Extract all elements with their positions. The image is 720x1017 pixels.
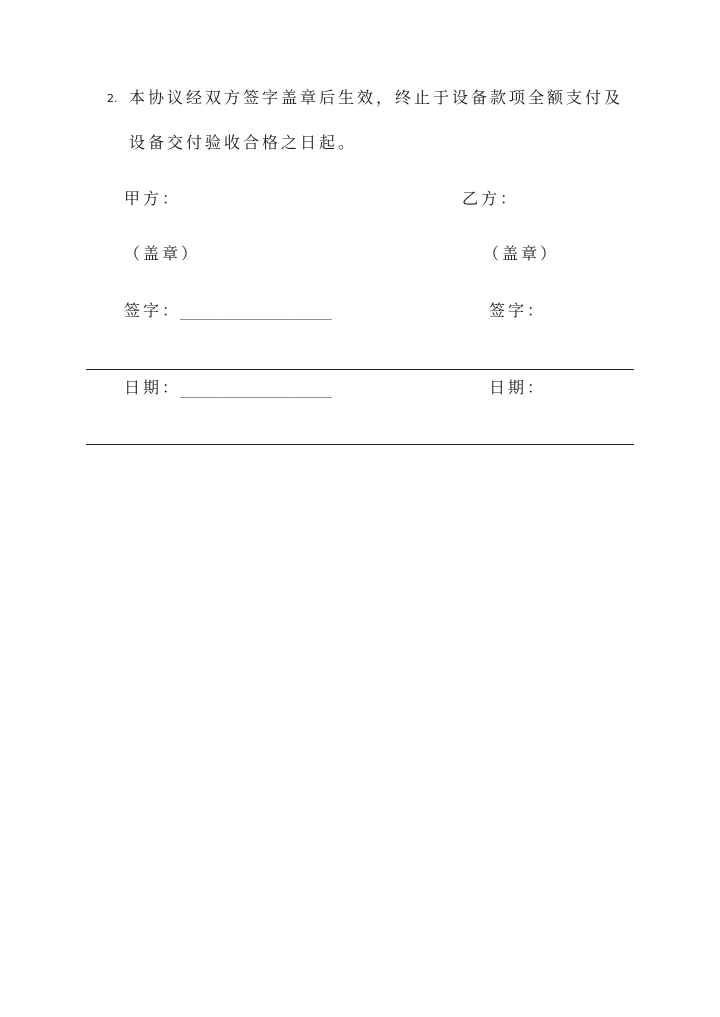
party-a-seal: （盖章） [124,244,201,263]
party-b-seal: （盖章） [483,244,560,263]
party-a-date-label: 日期： [124,378,182,397]
party-a-sign-label: 签字： [124,301,182,320]
clause-line-1: 本协议经双方签字盖章后生效，终止于设备款项全额支付及 [129,88,624,107]
party-a-label: 甲方： [124,189,182,208]
party-b-date-label: 日期： [489,378,547,397]
party-b-label: 乙方： [462,189,520,208]
party-a-sign-blank: _____________________ [180,306,332,320]
clause-number: 2. [107,92,118,105]
divider-line [86,444,634,445]
divider-line [86,369,634,370]
party-a-date-blank: _____________________ [180,384,332,398]
clause-line-2: 设备交付验收合格之日起。 [129,133,358,152]
party-b-sign-label: 签字： [489,301,547,320]
